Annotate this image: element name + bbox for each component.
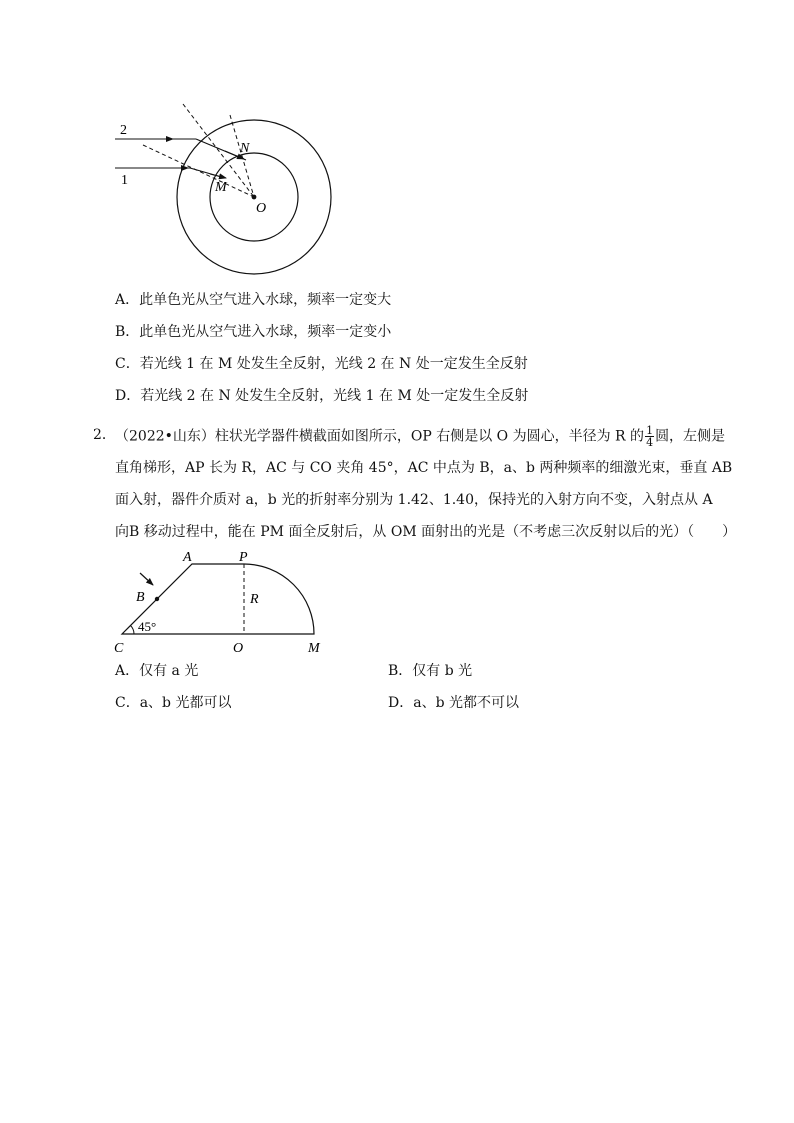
q2-stem-line-1 [115,425,725,448]
fraction-one-quarter [645,425,654,448]
fraction-numerator: 1 [646,424,654,437]
ray-1-arrowhead [210,174,226,178]
q2-stem-line-4: 向B 移动过程中，能在 PM 面全反射后，从 OM 面射出的光是（不考虑三次反射以后的光）（ ） [115,524,737,540]
label-ray-1: 1 [121,173,128,188]
label-B: B [136,590,145,605]
q2-stem-line-1a: （2022•山东）柱状光学器件横截面如图所示，OP 右侧是以 O 为圆心，半径为 R 的 [115,428,645,445]
label-M: M [215,180,227,195]
incident-beam-arrow [140,573,153,585]
q1-option-b: B．此单色光从空气进入水球，频率一定变小 [115,324,392,340]
q2-stem-line-1b: 圆，左侧是 [655,428,726,445]
fraction-denominator: 4 [646,436,654,449]
normal-dashed-2 [230,115,254,197]
point-B [155,597,159,601]
label-O: O [256,201,267,216]
label-angle-45: 45° [138,619,157,634]
label-N: N [240,141,250,156]
q2-option-d: D．a、b 光都不可以 [388,695,519,711]
label-ray-2: 2 [120,123,127,138]
figure-water-sphere [100,95,350,280]
q2-number: 2． [93,427,116,443]
label-P: P [239,550,248,565]
q1-option-c: C．若光线 1 在 M 处发生全反射，光线 2 在 N 处一定发生全反射 [115,356,528,372]
label-R: R [250,592,259,607]
q2-stem-line-3: 面入射，器件介质对 a，b 光的折射率分别为 1.42、1.40，保持光的入射方向不变，入射点从 A [115,492,713,508]
q2-option-b: B．仅有 b 光 [388,663,473,679]
q2-stem-line-2: 直角梯形，AP 长为 R，AC 与 CO 夹角 45°，AC 中点为 B，a、b 两种频率的细激光束，垂直 AB [115,460,733,476]
q2-option-c: C．a、b 光都可以 [115,695,232,711]
label-M: M [308,641,320,656]
q1-option-a: A．此单色光从空气进入水球，频率一定变大 [115,292,392,308]
figure-optical-device [108,545,328,657]
label-C: C [114,641,124,656]
label-O: O [233,641,244,656]
center-point [252,195,257,200]
q2-option-a: A．仅有 a 光 [115,663,199,679]
label-A: A [183,550,192,565]
q1-option-d: D．若光线 2 在 N 处发生全反射，光线 1 在 M 处一定发生全反射 [115,388,529,404]
angle-arc [131,626,135,635]
